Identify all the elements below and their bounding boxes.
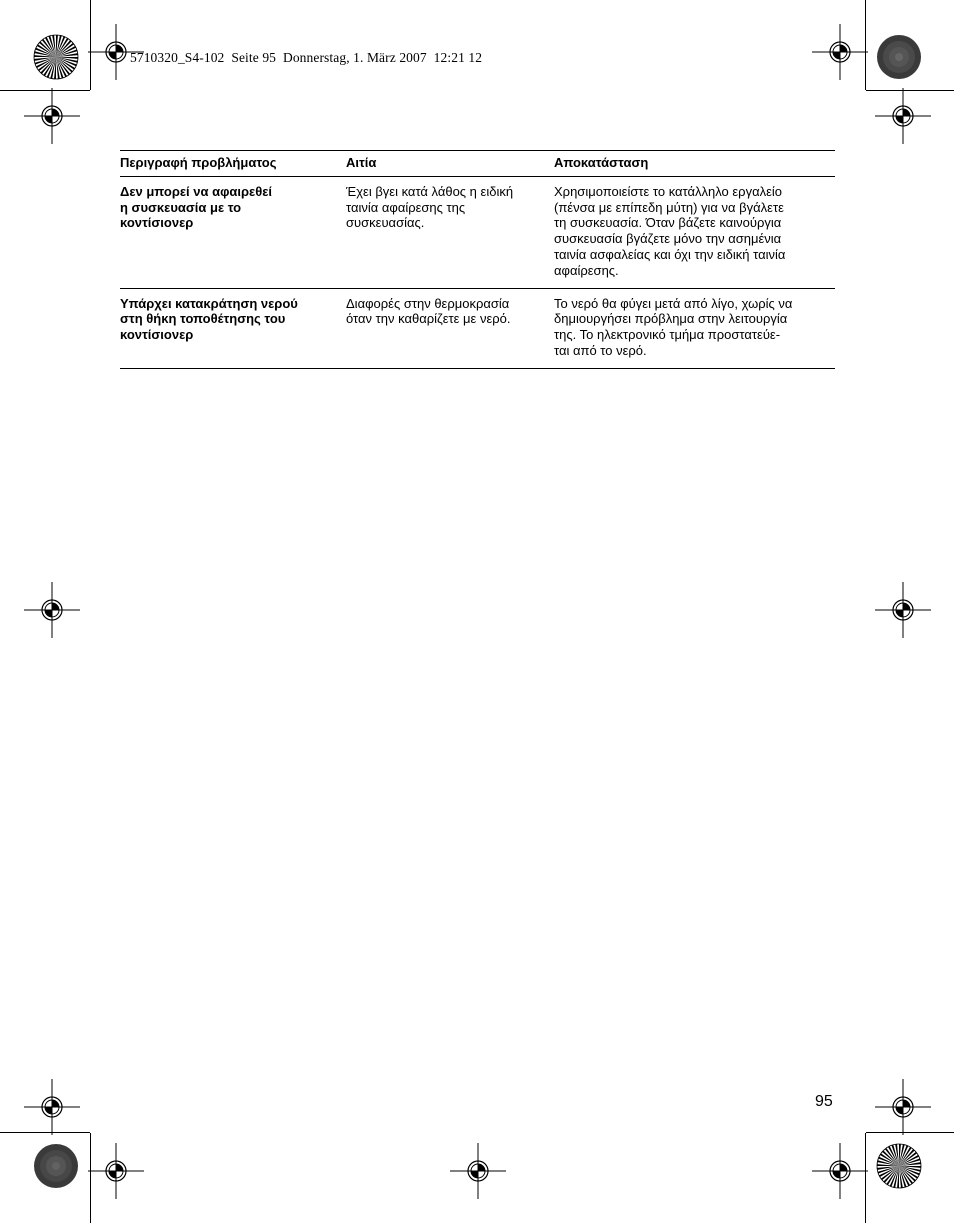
cell-line: συσκευασία βγάζετε μόνο την ασημένια [554,231,782,247]
gray-target-icon [33,1143,79,1189]
cell-line: συσκευασίας. [346,215,425,231]
registration-mark-icon [875,1079,931,1135]
cause-cell [346,176,554,288]
registration-mark-icon [24,1079,80,1135]
cell-line: στη θήκη τοποθέτησης του [120,311,286,327]
page-number: 95 [815,1093,833,1110]
registration-mark-icon [875,88,931,144]
cell-line: ταινία ασφαλείας και όχι την ειδική ταινία [554,246,786,262]
cell-line: Το νερό θα φύγει μετά από λίγο, χωρίς να [554,295,793,311]
cell-line: Υπάρχει κατακράτηση νερού [120,295,298,311]
cell-line: ται από το νερό. [554,342,647,358]
cell-line: δημιουργήσει πρόβλημα στην λειτουργία [554,311,788,327]
registration-mark-icon [875,582,931,638]
cell-line: Δεν μπορεί να αφαιρεθεί [120,183,273,199]
print-info-header: 5710320_S4-102 Seite 95 Donnerstag, 1. März 2007 12:21 12 [130,50,483,65]
registration-mark-icon [812,24,868,80]
cell-line: της. Το ηλεκτρονικό τμήμα προστατεύε- [554,327,781,343]
cause-cell [346,288,554,368]
cell-line: ταινία αφαίρεσης της [346,199,466,215]
table-row [120,288,835,368]
gray-target-icon [876,34,922,80]
cell-line: Διαφορές στην θερμοκρασία [346,295,510,311]
column-header-remedy: Αποκατάσταση [554,151,835,177]
remedy-cell [554,176,835,288]
registration-mark-icon [24,582,80,638]
problem-cell [120,288,346,368]
table-header-row [120,151,835,177]
starburst-target-icon [876,1143,922,1189]
registration-mark-icon [88,1143,144,1199]
problem-cell [120,176,346,288]
cell-line: τη συσκευασία. Όταν βάζετε καινούργια [554,215,782,231]
cell-line: (πένσα με επίπεδη μύτη) για να βγάλετε [554,199,784,215]
column-header-cause: Αιτία [346,151,554,177]
cell-line: αφαίρεσης. [554,262,619,278]
cell-line: όταν την καθαρίζετε με νερό. [346,311,511,327]
cell-line: κοντίσιονερ [120,327,194,343]
cell-line: Έχει βγει κατά λάθος η ειδική [346,183,514,199]
table-row [120,176,835,288]
registration-mark-icon [450,1143,506,1199]
cell-line: η συσκευασία με το [120,199,242,215]
registration-mark-icon [24,88,80,144]
remedy-cell [554,288,835,368]
cell-line: Χρησιμοποιείστε το κατάλληλο εργαλείο [554,183,783,199]
column-header-problem: Περιγραφή προβλήματος [120,151,346,177]
registration-mark-icon [812,1143,868,1199]
troubleshooting-table [120,150,835,369]
cell-line: κοντίσιονερ [120,215,194,231]
starburst-target-icon [33,34,79,80]
